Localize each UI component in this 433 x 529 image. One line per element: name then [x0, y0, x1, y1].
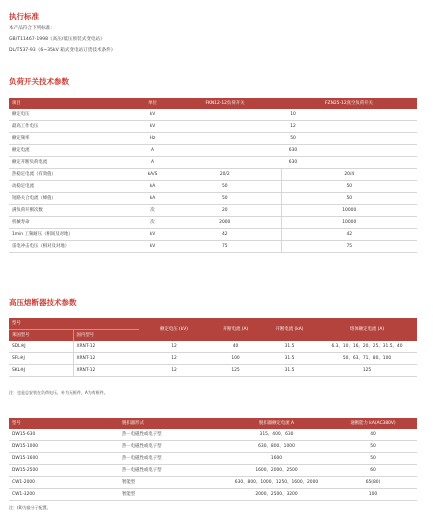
table-row	[9, 229, 417, 241]
trip-type: 热－电磁性或电子型	[119, 453, 224, 465]
fzn-value: 20/4	[281, 169, 417, 181]
imported-model: SDL※J	[9, 341, 73, 353]
param-name: 额定频率	[9, 133, 136, 145]
param-unit: kA	[136, 193, 169, 205]
param-name: 额定开断负荷电流	[9, 157, 136, 169]
param-name: 最高工作电压	[9, 121, 136, 133]
breaker-model: DW15-630	[9, 429, 119, 441]
fzn-value: 42	[281, 229, 417, 241]
fkn-value: 75	[169, 241, 281, 253]
rated-voltage: 12	[139, 353, 209, 365]
table-row	[9, 341, 417, 353]
melt-current: 50、63、71、80、100	[317, 353, 417, 365]
table-row	[9, 429, 417, 441]
column-header: 额定电压 (kV)	[139, 318, 209, 341]
table-row	[9, 353, 417, 365]
param-unit: kV	[136, 229, 169, 241]
load-switch-title: 负荷开关技术参数	[9, 77, 69, 86]
table-row	[9, 217, 417, 229]
breaker-table	[9, 418, 417, 501]
opening-current: 100	[209, 353, 262, 365]
domestic-model: XRNT-12	[73, 341, 139, 353]
column-header: 开断电流 (A)	[209, 318, 262, 341]
breaker-model: DW15-1000	[9, 441, 119, 453]
table-row	[9, 365, 417, 377]
column-header: 开断电流 (kA)	[262, 318, 317, 341]
fkn-value: 20	[169, 205, 281, 217]
param-unit: kA/S	[136, 169, 169, 181]
trip-current: 630、800、1000、1250、1600、2000	[224, 477, 329, 489]
column-subheader: 国内型号	[73, 330, 139, 342]
trip-type: 热－电磁性或电子型	[119, 429, 224, 441]
breaking-capacity: 60	[329, 465, 417, 477]
table-row	[9, 465, 417, 477]
load-switch-table	[9, 98, 417, 253]
trip-type: 智能型	[119, 477, 224, 489]
param-unit: 次	[136, 205, 169, 217]
column-header: FZN25-12真空负荷开关	[281, 98, 417, 109]
trip-type: 智能型	[119, 489, 224, 501]
rated-voltage: 12	[139, 365, 209, 377]
table-row	[9, 193, 417, 205]
trip-type: 热－电磁性或电子型	[119, 441, 224, 453]
standards-title: 执行标准	[9, 12, 39, 21]
breaking-capacity: 40	[329, 429, 417, 441]
param-unit: A	[136, 145, 169, 157]
column-header: 型号	[9, 318, 139, 330]
fzn-value: 50	[281, 181, 417, 193]
trip-current: 1600、2000、2500	[224, 465, 329, 477]
param-name: 额定电流	[9, 145, 136, 157]
fkn-value: 20/2	[169, 169, 281, 181]
table-row	[9, 109, 417, 121]
column-subheader: 莱国型号	[9, 330, 73, 342]
fkn-value: 50	[169, 181, 281, 193]
param-unit: kA	[136, 181, 169, 193]
melt-current: 6.3、10、16、20、25、31.5、40	[317, 341, 417, 353]
breaking-current: 31.5	[262, 365, 317, 377]
breaker-model: DW15-1600	[9, 453, 119, 465]
table-header-row	[9, 418, 417, 429]
table-header-row	[9, 98, 417, 109]
opening-current: 125	[209, 365, 262, 377]
trip-current: 1600	[224, 453, 329, 465]
column-header: 型号	[9, 418, 119, 429]
table-row	[9, 241, 417, 253]
fkn-value: 2000	[169, 217, 281, 229]
param-name: 动稳定电流	[9, 181, 136, 193]
column-header: 通断能力 kA(AC380V)	[329, 418, 417, 429]
table-row	[9, 145, 417, 157]
param-name: 雷电冲击电压（相对及对地）	[9, 241, 136, 253]
breaker-model: CW1-2000	[9, 477, 119, 489]
domestic-model: XRNT-12	[73, 353, 139, 365]
trip-type: 热－电磁性或电子型	[119, 465, 224, 477]
param-unit: kV	[136, 121, 169, 133]
column-header: 熔体额定电流 (A)	[317, 318, 417, 341]
column-header: FKN12-12负荷开关	[169, 98, 281, 109]
param-unit: Hz	[136, 133, 169, 145]
table-row	[9, 133, 417, 145]
trip-current: 315、400、630	[224, 429, 329, 441]
param-name: 额定电压	[9, 109, 136, 121]
melt-current: 125	[317, 365, 417, 377]
param-name: 热稳定电流（有效值）	[9, 169, 136, 181]
breaker-model: DW15-2500	[9, 465, 119, 477]
fuse-title: 高压熔断器技术参数	[9, 298, 77, 307]
fzn-value: 10000	[281, 205, 417, 217]
param-name: 1min 工频耐压（相间及对地）	[9, 229, 136, 241]
breaking-capacity: 50	[329, 441, 417, 453]
breaking-current: 31.5	[262, 353, 317, 365]
standard-line: GB/T11467-1998《高压/低压预装式变电站》	[9, 37, 105, 42]
table-row	[9, 453, 417, 465]
imported-model: SFL※J	[9, 353, 73, 365]
table-row	[9, 205, 417, 217]
breaker-note: 注：(8)为最分子配置。	[9, 505, 51, 510]
fzn-value: 10000	[281, 217, 417, 229]
param-value: 630	[169, 157, 417, 169]
standards-intro: 本产品符合下列标准：	[9, 26, 55, 31]
rated-voltage: 12	[139, 341, 209, 353]
fzn-value: 75	[281, 241, 417, 253]
param-value: 12	[169, 121, 417, 133]
param-value: 630	[169, 145, 417, 157]
opening-current: 40	[209, 341, 262, 353]
table-header-row	[9, 318, 417, 330]
table-row	[9, 181, 417, 193]
param-value: 50	[169, 133, 417, 145]
column-header: 脱扣器形式	[119, 418, 224, 429]
table-row	[9, 169, 417, 181]
param-unit: A	[136, 157, 169, 169]
table-row	[9, 441, 417, 453]
trip-current: 2000、2500、3200	[224, 489, 329, 501]
fkn-value: 50	[169, 193, 281, 205]
breaking-capacity: 65(80)	[329, 477, 417, 489]
fuse-table	[9, 318, 417, 377]
standard-line: DL/T537-93《6~35kV 箱式变电站订货技术条件》	[9, 48, 116, 53]
column-header: 单位	[136, 98, 169, 109]
table-row	[9, 489, 417, 501]
fuse-note: 注：也是总安装在负荷电压，补为无框件，A为有框件。	[9, 390, 108, 395]
imported-model: SKL※J	[9, 365, 73, 377]
breaker-model: CW1-3200	[9, 489, 119, 501]
table-row	[9, 477, 417, 489]
breaking-capacity: 50	[329, 453, 417, 465]
param-name: 短路关合电流（峰值）	[9, 193, 136, 205]
domestic-model: XRNT-12	[73, 365, 139, 377]
table-row	[9, 121, 417, 133]
param-name: 机械寿命	[9, 217, 136, 229]
param-value: 10	[169, 109, 417, 121]
param-unit: kV	[136, 109, 169, 121]
param-unit: kV	[136, 241, 169, 253]
param-unit: 次	[136, 217, 169, 229]
breaking-capacity: 100	[329, 489, 417, 501]
breaking-current: 31.5	[262, 341, 317, 353]
column-header: 脱扣器额定电流 A	[224, 418, 329, 429]
table-row	[9, 157, 417, 169]
trip-current: 630、800、1000	[224, 441, 329, 453]
fkn-value: 42	[169, 229, 281, 241]
column-header: 项目	[9, 98, 136, 109]
param-name: 满负荷开断次数	[9, 205, 136, 217]
fzn-value: 50	[281, 193, 417, 205]
